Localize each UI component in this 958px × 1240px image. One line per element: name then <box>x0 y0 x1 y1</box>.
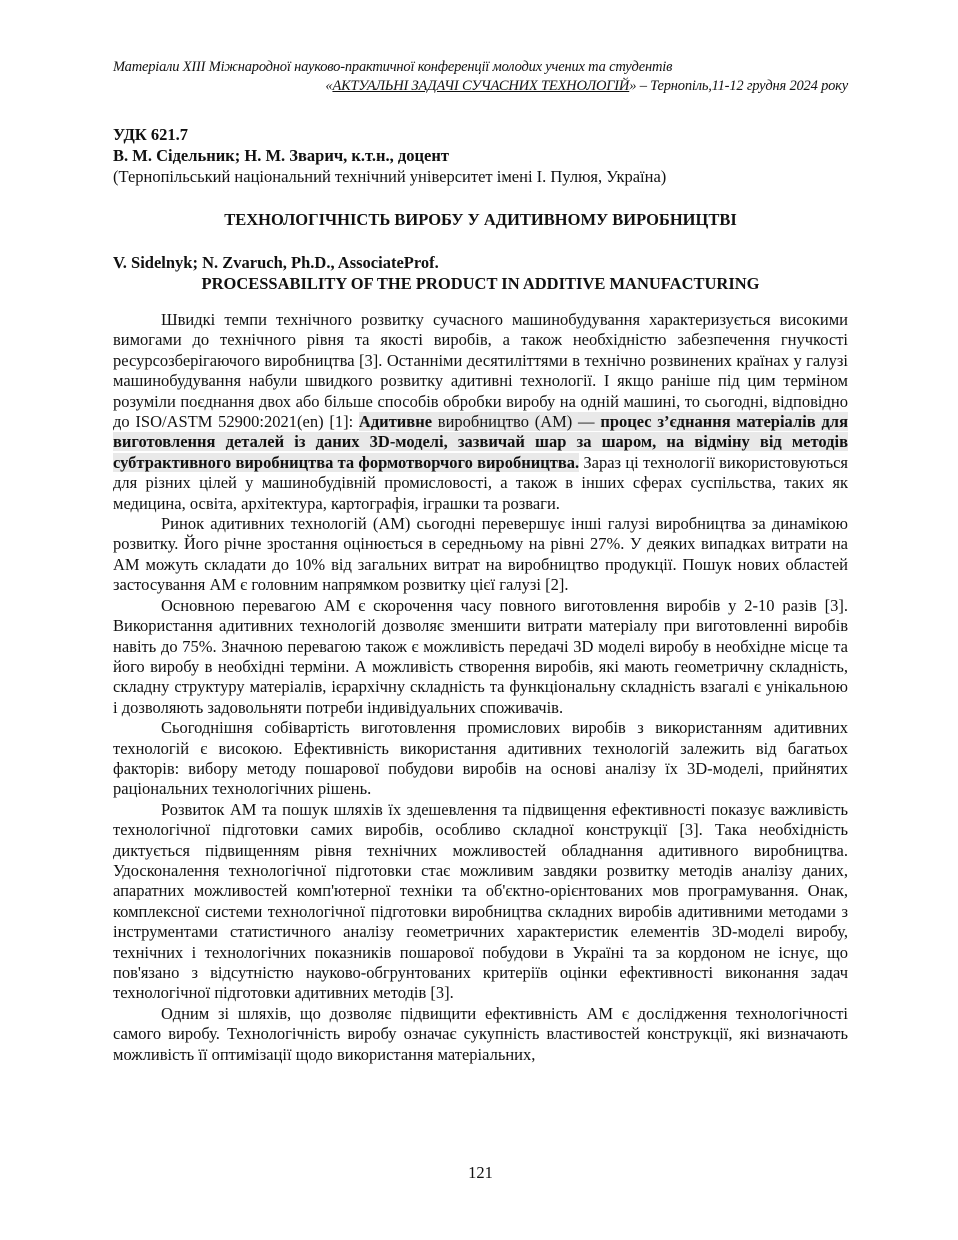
p1-definition-highlight: процес з’єднання матеріалів для виготовлення деталей із даних 3D-моделі, зазвичай шар за шаром, на відміну від методів субтрактивного виробництва та формотворчого виробництва. <box>113 412 848 472</box>
udk-code: УДК 621.7 <box>113 125 189 144</box>
article-meta <box>113 124 848 187</box>
paragraph-3: Основною перевагою AM є скорочення часу повного виготовлення виробів у 2-10 разів [3]. Використання адитивних технологій дозволяє зменшити витрати матеріалу при виготовленні виробів навіть до 75%. Значною перевагою також є можливість передачі 3D моделі виробу в необхідне місце та його виробу в необхідні терміни. А можливість створення виробів, які мають геометричну складність, складну структуру матеріалів, ієрархічну складність та функціональну складність взагалі є унікальною і дозволяють задовольняти потреби індивідуальних споживачів. <box>113 595 848 717</box>
header-line-1: Матеріали XIII Міжнародної науково-практичної конференції молодих учених та студентів <box>113 59 673 75</box>
paragraph-2: Ринок адитивних технологій (AM) сьогодні перевершує інші галузі виробництва за динамікою розвитку. Його річне зростання оцінюється в середньому на рівні 27%. У деяких випадках витрати на AM можуть складати до 10% від загальних витрат на виробництво продукції. Пошук нових областей застосування AM є головним напрямком розвитку цієї галузі [2]. <box>113 514 848 595</box>
paragraph-5: Розвиток AM та пошук шляхів їх здешевлення та підвищення ефективності показує важливість технологічної підготовки самих виробів, особливо складної конструкції [3]. Така необхідність диктується підвищенням рівня технічних можливостей обладнання адитивного виробництва. Удосконалення технологічної підготовки стає можливим завдяки розвитку методів аналізу даних, апаратних можливостей комп'ютерної техніки та об'єктно-орієнтованих мов програмування. Онак, комплексної системи технологічної підготовки виробництва складних виробів адитивними методами з інструментами статистичного аналізу геометричних характеристик елементів 3D-моделі виробу, технічних і технологічних показників пошарової побудови в Україні та за кордоном не існує, що пов'язано з відсутністю науково-обгрунтованих критеріїв оцінки ефективності виконання задач технологічної підготовки адитивних методів [3]. <box>113 799 848 1003</box>
article-body <box>113 310 848 1065</box>
paragraph-1 <box>113 310 848 514</box>
running-header <box>113 58 848 96</box>
header-date-place: » – Тернопіль,11-12 грудня 2024 року <box>629 78 848 94</box>
p1-intro: Швидкі темпи технічного розвитку сучасного машинобудування характеризується високими вимогами до технічного рівня та якості виробів, а також необхідністю забезпечення гнучкості ресурсозберігаючого виробництва [3]. Останніми десятиліттями в технічно розвинених країнах у галузі машинобудування набули швидкого розвитку адитивні технології. І якщо раніше під цим терміном розуміли поєднання двох або більше способів обробки виробу на одній машині, то сьогодні, відповідно до ISO/ASTM 52900:2021(en) [1]: <box>113 310 848 432</box>
p1-term-highlight: Адитивне <box>358 412 433 432</box>
affiliation: (Тернопільський національний технічний університет імені І. Пулюя, Україна) <box>113 167 667 186</box>
paragraph-6: Одним зі шляхів, що дозволяє підвищити ефективність AM є дослідження технологічності самого виробу. Технологічність виробу означає сукупність властивостей конструкції, які визначають можливість її оптимізації щодо використання матеріальних, <box>113 1003 848 1064</box>
paragraph-4: Сьогоднішня собівартість виготовлення промислових виробів з використанням адитивних технологій є високою. Ефективність використання адитивних технологій залежить від багатьох факторів: вибору методу пошарової побудови виробів на основі аналізу їх 3D-моделі, прийнятих раціональних технологічних рішень. <box>113 718 848 799</box>
page-number: 121 <box>468 1163 493 1182</box>
paper-page <box>113 0 848 1240</box>
header-quote-open: « <box>325 78 333 94</box>
p1-outro: Зараз ці технології використовуються для різних цілей у машинобудівній промисловості, а також в інших сферах суспільства, таких як медицина, освіта, архітектура, картографія, іграшки та розваги. <box>113 452 849 513</box>
authors-ua: В. М. Сідельник; Н. М. Зварич, к.т.н., доцент <box>113 146 449 165</box>
header-line-2 <box>113 77 848 96</box>
p1-term-rest: виробництво (AM) — <box>432 412 601 432</box>
conference-name: АКТУАЛЬНІ ЗАДАЧІ СУЧАСНИХ ТЕХНОЛОГІЙ <box>332 78 630 94</box>
title-en: PROCESSABILITY OF THE PRODUCT IN ADDITIVE MANUFACTURING <box>201 274 760 293</box>
authors-en: V. Sidelnyk; N. Zvaruch, Ph.D., AssociateProf. <box>113 253 439 272</box>
title-ua: ТЕХНОЛОГІЧНІСТЬ ВИРОБУ У АДИТИВНОМУ ВИРОБНИЦТВІ <box>224 210 737 229</box>
